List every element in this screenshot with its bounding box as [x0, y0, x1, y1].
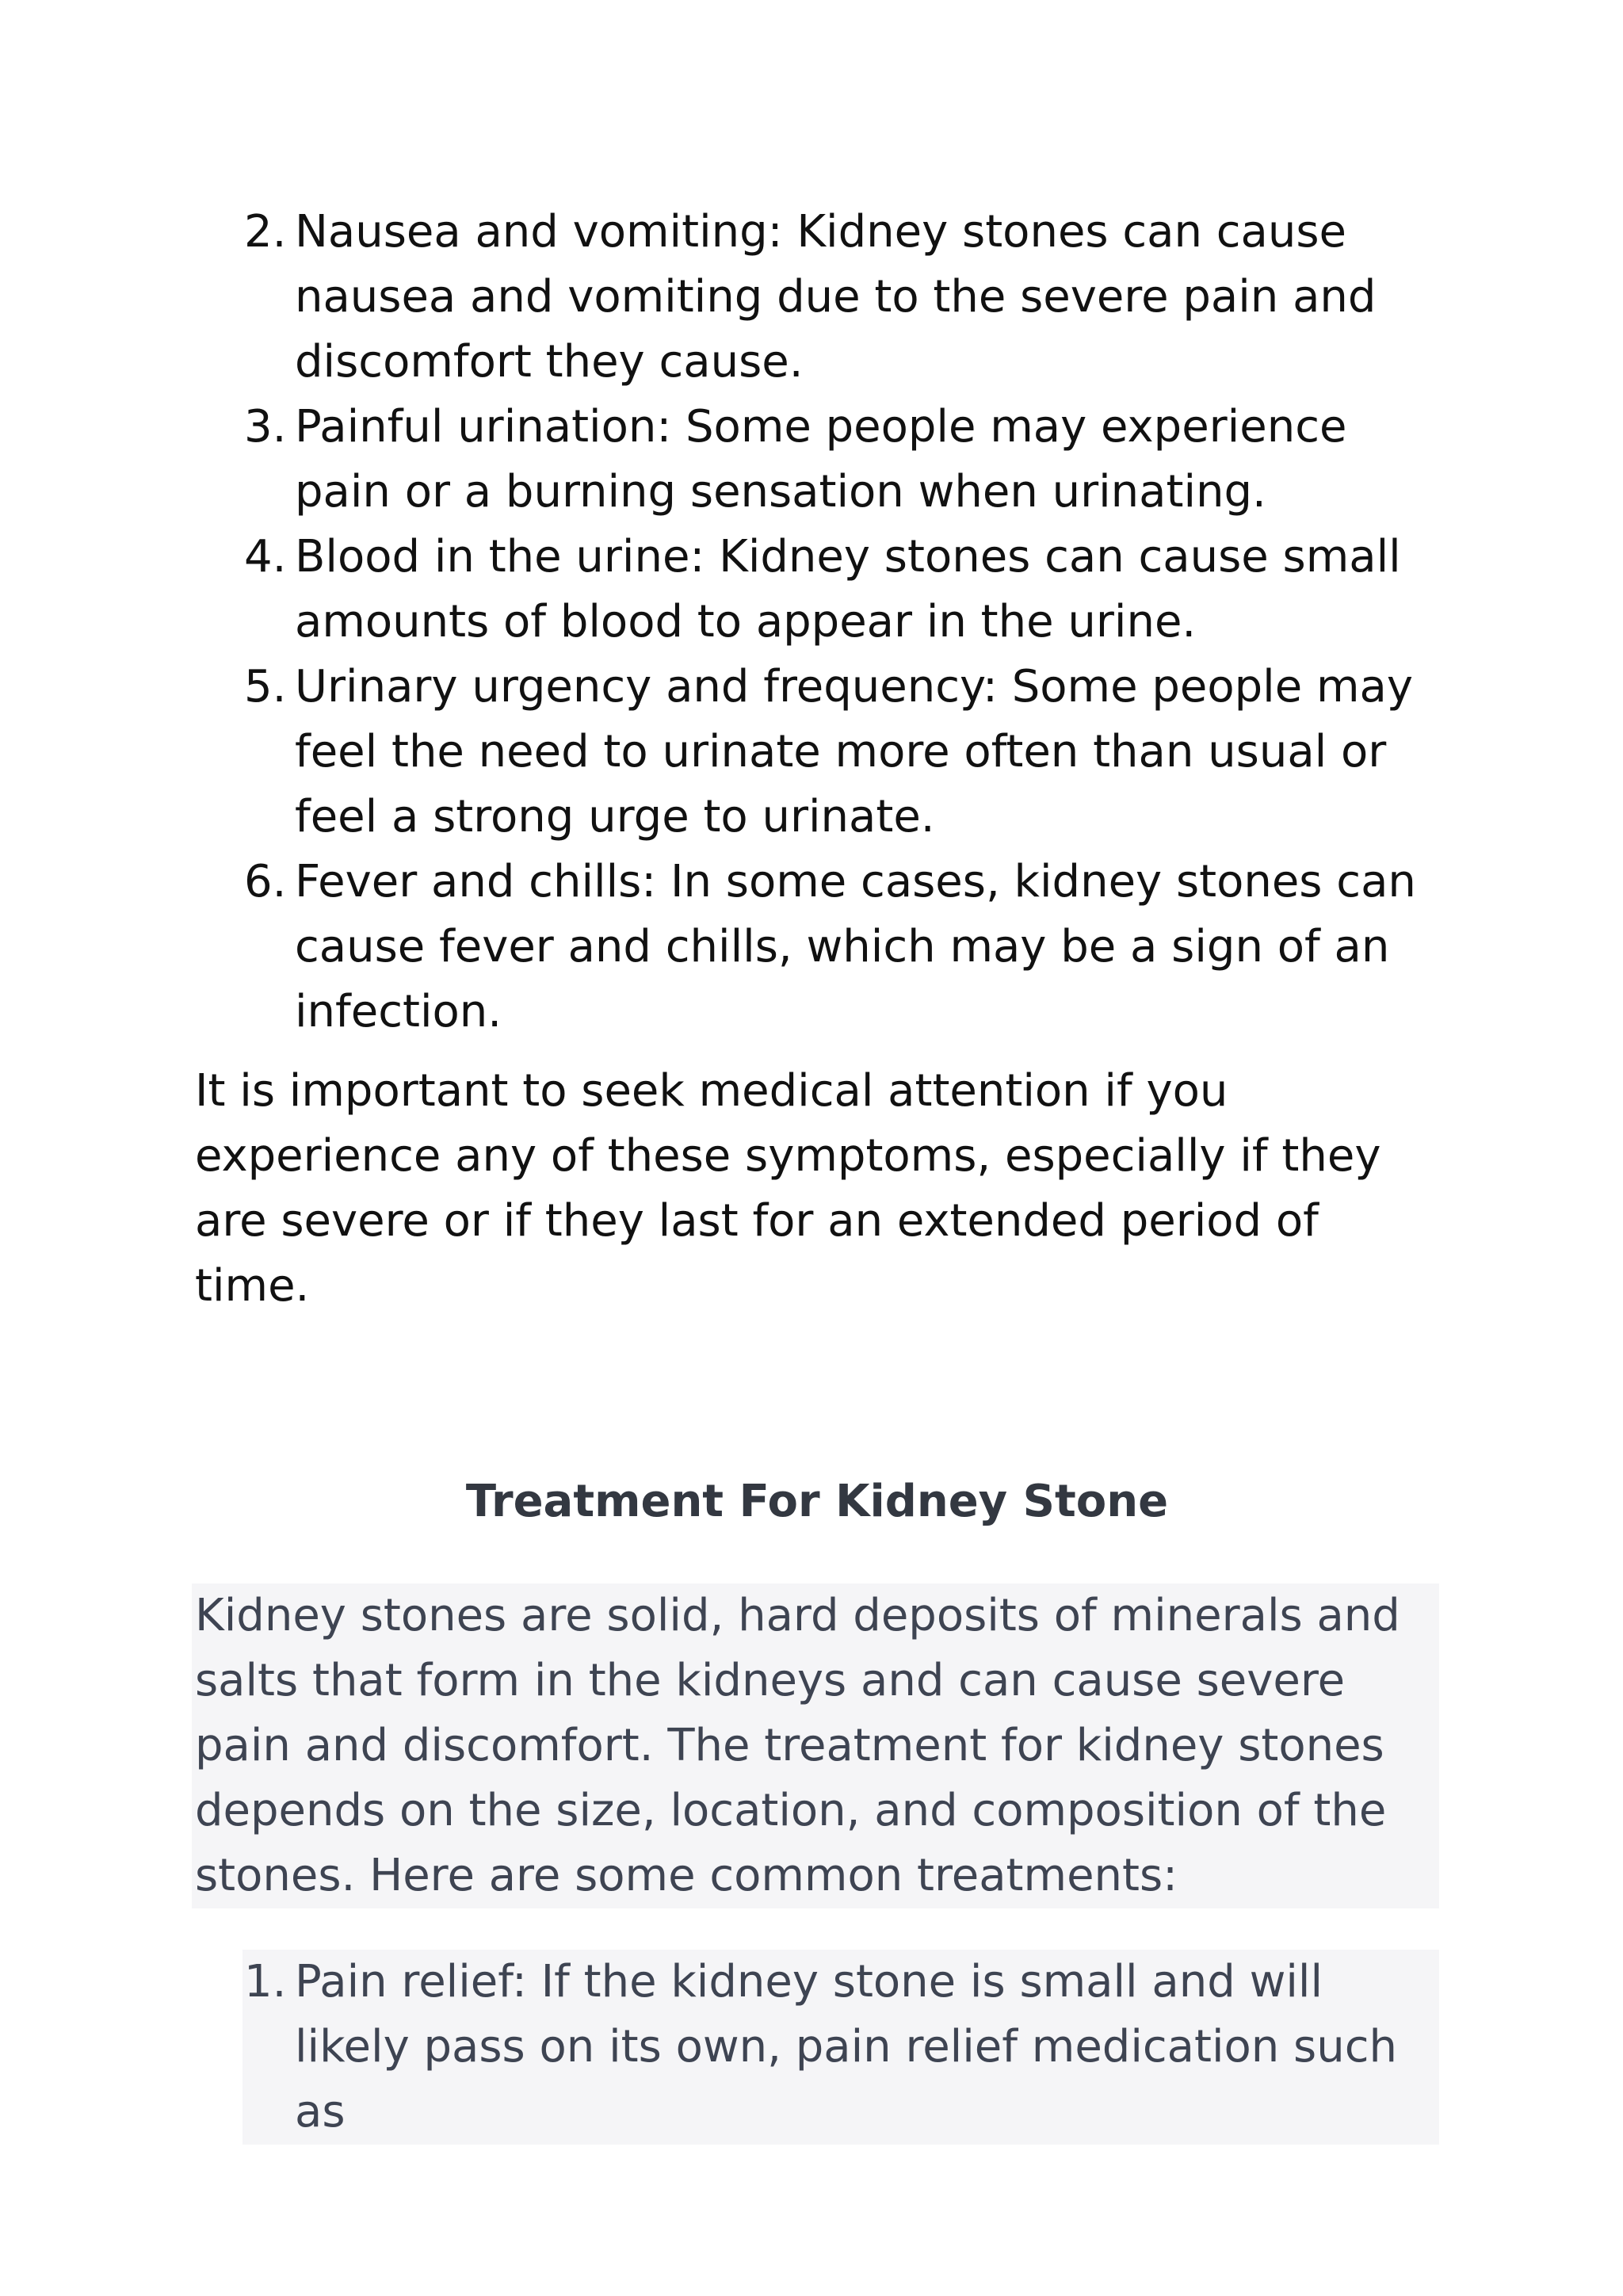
- list-item: [195, 525, 1439, 655]
- list-text: Pain relief: If the kidney stone is small and will likely pass on its own, pain relief medication such as: [295, 1956, 1398, 2137]
- list-item: [195, 395, 1439, 525]
- list-number: 2.: [244, 206, 287, 258]
- list-item: [242, 1950, 1439, 2145]
- list-item: [195, 850, 1439, 1045]
- list-item: [195, 200, 1439, 395]
- treatment-intro: Kidney stones are solid, hard deposits of minerals and salts that form in the kidneys and can cause severe pain and discomfort. The treatment for kidney stones depends on the size, location, and composition of the stones. Here are some common treatments:: [192, 1584, 1439, 1908]
- medical-attention-note: It is important to seek medical attention if you experience any of these symptoms, especially if they are severe or if they last for an extended period of time.: [195, 1065, 1381, 1312]
- list-number: 3.: [244, 401, 287, 453]
- list-text: Urinary urgency and frequency: Some people may feel the need to urinate more often than usual or feel a strong urge to urinate.: [295, 661, 1413, 842]
- list-number: 5.: [244, 661, 287, 712]
- symptom-list: [195, 200, 1439, 1045]
- section-title: Treatment For Kidney Stone: [465, 1476, 1169, 1527]
- page-content: [195, 200, 1439, 2145]
- list-number: 4.: [244, 531, 287, 583]
- treatment-list: [242, 1950, 1439, 2145]
- list-item: [195, 655, 1439, 850]
- list-text: Blood in the urine: Kidney stones can cause small amounts of blood to appear in the urine.: [295, 531, 1401, 648]
- list-number: 6.: [244, 856, 287, 907]
- list-text: Nausea and vomiting: Kidney stones can cause nausea and vomiting due to the severe pain and discomfort they cause.: [295, 206, 1377, 388]
- list-text: Painful urination: Some people may experience pain or a burning sensation when urinating.: [295, 401, 1347, 518]
- list-text: Fever and chills: In some cases, kidney stones can cause fever and chills, which may be a sign of an infection.: [295, 856, 1416, 1037]
- list-number: 1.: [244, 1956, 287, 2008]
